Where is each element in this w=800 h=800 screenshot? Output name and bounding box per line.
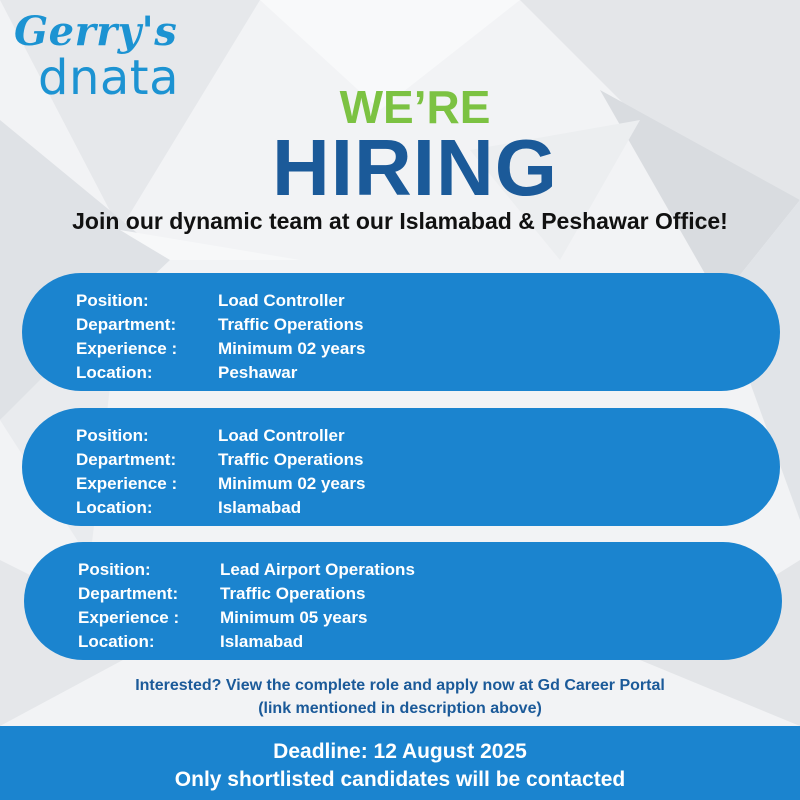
location-value: Islamabad	[220, 632, 304, 651]
job-card	[22, 408, 780, 526]
location-label: Location:	[76, 498, 153, 517]
position-value: Lead Airport Operations	[220, 560, 415, 579]
department-label: Department:	[76, 315, 177, 334]
logo-wordmark-gerrys: Gerry's	[14, 8, 178, 55]
footer-banner	[0, 726, 800, 800]
experience-label: Experience :	[76, 474, 178, 493]
apply-note-link-hint: (link mentioned in description above)	[258, 700, 542, 717]
logo-wordmark-dnata: dnata	[38, 50, 180, 106]
deadline-text: Deadline: 12 August 2025	[273, 740, 527, 763]
experience-label: Experience :	[76, 339, 178, 358]
job-card	[24, 542, 782, 660]
experience-label: Experience :	[78, 608, 180, 627]
location-value: Peshawar	[218, 363, 298, 382]
department-value: Traffic Operations	[218, 450, 364, 469]
position-label: Position:	[76, 291, 149, 310]
subtitle: Join our dynamic team at our Islamabad & Peshawar Office!	[72, 208, 728, 234]
experience-value: Minimum 02 years	[218, 474, 366, 493]
position-value: Load Controller	[218, 426, 345, 445]
location-label: Location:	[76, 363, 153, 382]
headline-hiring: HIRING	[272, 123, 558, 212]
department-value: Traffic Operations	[218, 315, 364, 334]
department-value: Traffic Operations	[220, 584, 366, 603]
position-label: Position:	[76, 426, 149, 445]
position-label: Position:	[78, 560, 151, 579]
apply-note: Interested? View the complete role and apply now at Gd Career Portal	[135, 677, 665, 694]
shortlist-notice: Only shortlisted candidates will be contacted	[174, 768, 626, 791]
location-value: Islamabad	[218, 498, 302, 517]
headline-were: WE’RE	[339, 81, 491, 133]
department-label: Department:	[76, 450, 177, 469]
job-card	[22, 273, 780, 391]
department-label: Department:	[78, 584, 179, 603]
experience-value: Minimum 05 years	[220, 608, 368, 627]
experience-value: Minimum 02 years	[218, 339, 366, 358]
position-value: Load Controller	[218, 291, 345, 310]
location-label: Location:	[78, 632, 155, 651]
